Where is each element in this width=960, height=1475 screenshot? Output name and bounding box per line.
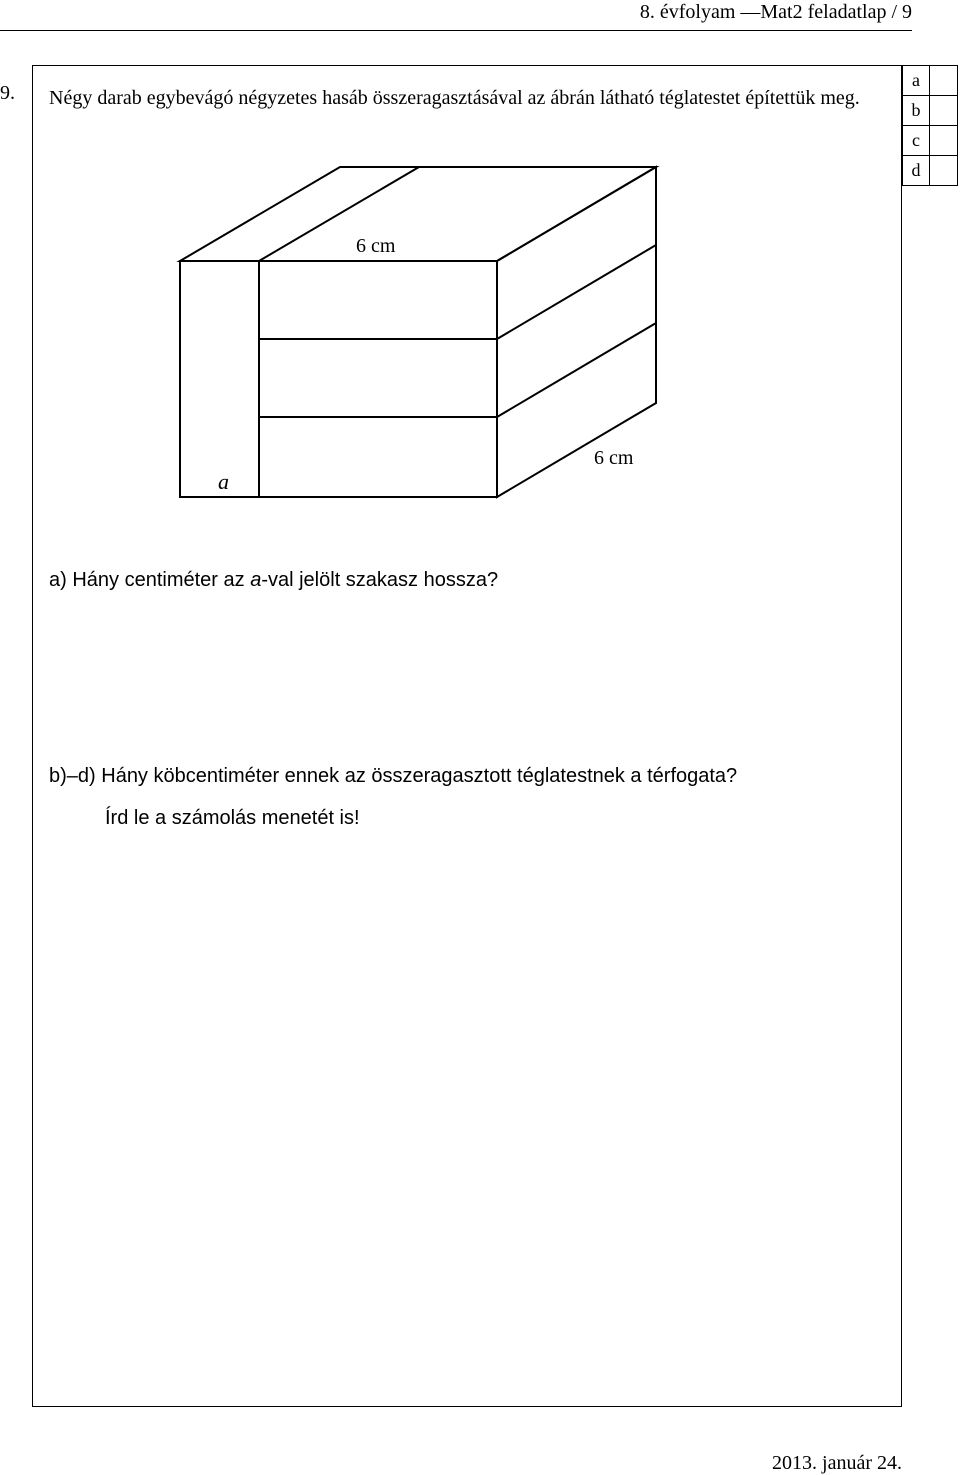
task-number: 9. (0, 82, 15, 104)
cuboid-figure (0, 0, 960, 560)
question-a-variable: a (250, 569, 262, 591)
right-divider-2 (497, 323, 656, 417)
dimension-label-top: 6 cm (356, 235, 396, 257)
question-a (49, 568, 498, 592)
dimension-label-right: 6 cm (594, 447, 634, 469)
page-header: 8. évfolyam —Mat2 feladatlap / 9 (639, 1, 912, 23)
question-bd-line1: b)–d) Hány köbcentiméter ennek az összeragasztott téglatestnek a térfogata? (49, 765, 738, 787)
variable-label-a: a (218, 469, 229, 494)
question-bd-line2: Írd le a számolás menetét is! (105, 807, 360, 829)
score-label-b: b (903, 96, 930, 126)
question-a-suffix: -val jelölt szakasz hossza? (261, 569, 499, 591)
score-label-c: c (903, 126, 930, 156)
right-divider-1 (497, 245, 656, 339)
front-face (180, 261, 497, 497)
question-a-prefix: a) Hány centiméter az (49, 569, 251, 591)
task-intro: Négy darab egybevágó négyzetes hasáb összeragasztásával az ábrán látható téglatestet építettük meg. (49, 87, 860, 109)
score-label-a: a (903, 66, 930, 96)
top-face (180, 167, 656, 261)
footer-date: 2013. január 24. (772, 1452, 902, 1474)
score-label-d: d (903, 156, 930, 186)
